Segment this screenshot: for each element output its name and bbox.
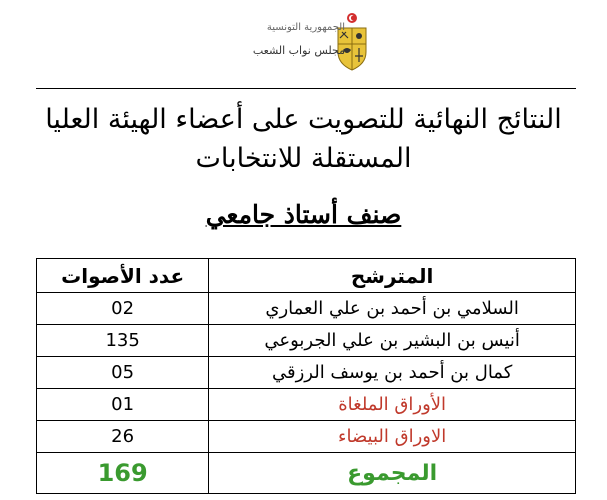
- blank-ballots-row: [37, 421, 576, 453]
- candidate-name: أنيس بن البشير بن علي الجربوعي: [209, 325, 576, 357]
- table-header-row: [37, 259, 576, 293]
- institution-name-line1: الجمهورية التونسية: [266, 22, 345, 33]
- total-label: المجموع: [209, 453, 576, 494]
- void-ballots-label: الأوراق الملغاة: [209, 389, 576, 421]
- void-ballots-count: 01: [37, 389, 209, 421]
- coat-of-arms-icon: [333, 8, 371, 78]
- candidate-name: كمال بن أحمد بن يوسف الرزقي: [209, 357, 576, 389]
- total-row: [37, 453, 576, 494]
- category-subtitle: صنف أستاذ جامعي: [205, 200, 402, 229]
- vote-count: 05: [37, 357, 209, 389]
- candidate-column-header: المترشح: [209, 259, 576, 293]
- total-count: 169: [37, 453, 209, 494]
- votes-column-header: عدد الأصوات: [37, 259, 209, 293]
- table-row: [37, 293, 576, 325]
- table-row: [37, 325, 576, 357]
- void-ballots-row: [37, 389, 576, 421]
- page-title-line2: المستقلة للانتخابات: [195, 143, 412, 174]
- vote-count: 135: [37, 325, 209, 357]
- blank-ballots-label: الاوراق البيضاء: [209, 421, 576, 453]
- candidate-name: السلامي بن أحمد بن علي العماري: [209, 293, 576, 325]
- page-title-line1: النتائج النهائية للتصويت على أعضاء الهيئة العليا: [45, 104, 562, 135]
- blank-ballots-count: 26: [37, 421, 209, 453]
- results-table: [36, 258, 576, 494]
- table-row: [37, 357, 576, 389]
- institution-name-line2: مجلس نواب الشعب: [252, 44, 345, 57]
- header-divider: [36, 88, 576, 89]
- vote-count: 02: [37, 293, 209, 325]
